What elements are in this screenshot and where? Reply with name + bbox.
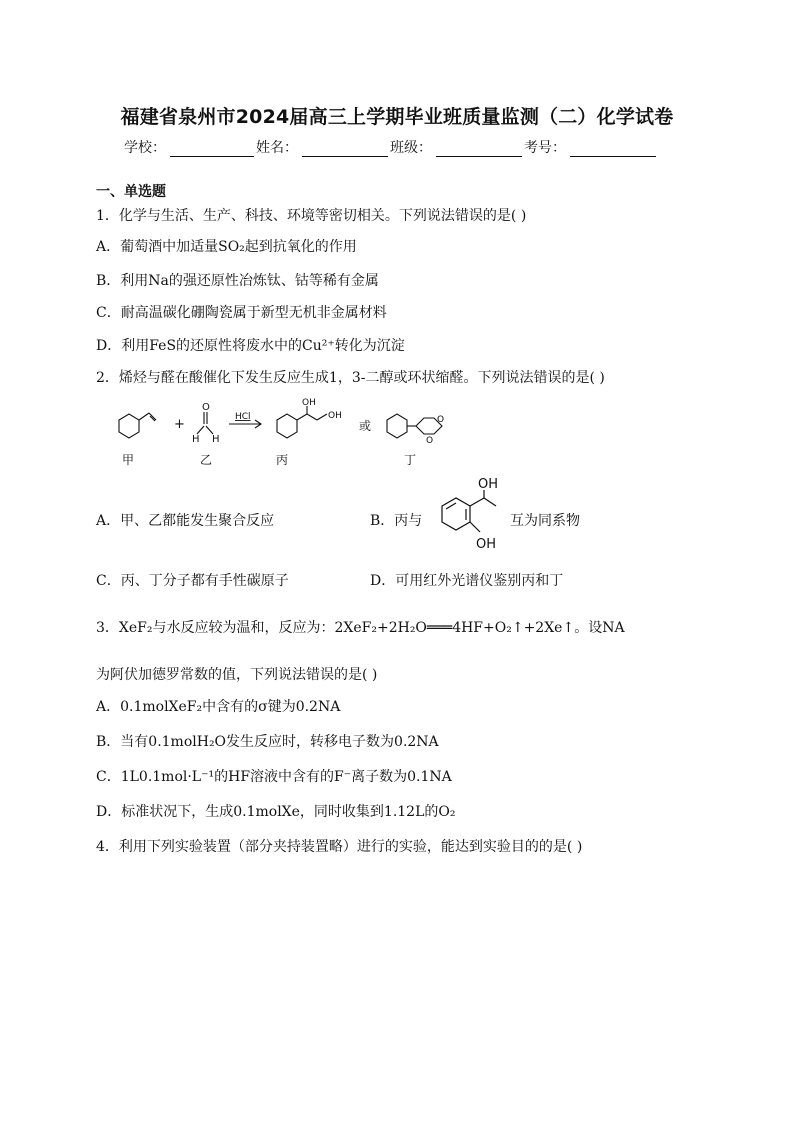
benzene-ring-bing bbox=[277, 414, 297, 438]
q1-option-b: B．利用Na的强还原性冶炼钛、钴等稀有金属 bbox=[96, 273, 379, 289]
q2-option-a: A．甲、乙都能发生聚合反应 bbox=[96, 513, 275, 529]
ding-o1: O bbox=[437, 415, 445, 425]
q2-option-b-prefix: B．丙与 bbox=[370, 513, 423, 529]
school-label: 学校： bbox=[124, 140, 166, 156]
exam-number-label: 考号： bbox=[524, 140, 566, 156]
name-blank bbox=[302, 142, 388, 157]
q2-option-d: D．可用红外光谱仪鉴别丙和丁 bbox=[370, 573, 564, 589]
q3-option-a: A．0.1molXeF₂中含有的σ键为0.2NA bbox=[96, 699, 341, 715]
q1-option-d: D．利用FeS的还原性将废水中的Cu²⁺转化为沉淀 bbox=[96, 338, 405, 354]
benzene-ring-jia bbox=[119, 414, 139, 438]
label-jia: 甲 bbox=[122, 453, 135, 467]
q2-reaction-scheme bbox=[104, 398, 484, 478]
q3-option-c: C．1L0.1mol·L⁻¹的HF溶液中含有的F⁻离子数为0.1NA bbox=[96, 769, 452, 785]
benzene-ring-ding bbox=[387, 414, 407, 438]
formaldehyde-o: O bbox=[202, 402, 210, 413]
q3-stem-line2: 为阿伏加德罗常数的值，下列说法错误的是( ) bbox=[96, 667, 378, 683]
oh-bottom: OH bbox=[476, 537, 497, 552]
bing-oh1: OH bbox=[302, 398, 316, 408]
reagent-hcl: HCl bbox=[235, 412, 251, 422]
section-heading: 一、单选题 bbox=[96, 184, 166, 200]
q3-stem-line1: 3．XeF₂与水反应较为温和，反应为：2XeF₂+2H₂O═══4HF+O₂↑+2Xe↑。设NA bbox=[96, 620, 625, 636]
formaldehyde-h1: H bbox=[192, 434, 200, 445]
formaldehyde-h2: H bbox=[212, 434, 220, 445]
school-blank bbox=[170, 142, 254, 157]
name-label: 姓名： bbox=[256, 140, 298, 156]
or-text: 或 bbox=[359, 419, 372, 433]
q3-option-d: D．标准状况下，生成0.1molXe，同时收集到1.12L的O₂ bbox=[96, 804, 456, 820]
plus-sign: + bbox=[174, 417, 185, 432]
q3-option-b: B．当有0.1molH₂O发生反应时，转移电子数为0.2NA bbox=[96, 734, 439, 750]
student-info-row bbox=[124, 137, 658, 157]
q2-stem: 2．烯烃与醛在酸催化下发生反应生成1，3-二醇或环状缩醛。下列说法错误的是( ) bbox=[96, 370, 605, 386]
page-title: 福建省泉州市2024届高三上学期毕业班质量监测（二）化学试卷 bbox=[120, 106, 674, 128]
bing-oh2: OH bbox=[328, 411, 342, 421]
class-label: 班级： bbox=[390, 140, 432, 156]
label-yi: 乙 bbox=[200, 453, 213, 467]
exam-number-blank bbox=[570, 142, 656, 157]
q2-option-b-structure bbox=[432, 476, 512, 556]
q1-option-c: C．耐高温碳化硼陶瓷属于新型无机非金属材料 bbox=[96, 305, 387, 321]
class-blank bbox=[436, 142, 522, 157]
q4-stem: 4．利用下列实验装置（部分夹持装置略）进行的实验，能达到实验目的的是( ) bbox=[96, 839, 583, 855]
q2-option-c: C．丙、丁分子都有手性碳原子 bbox=[96, 573, 289, 589]
q2-option-b-suffix: 互为同系物 bbox=[510, 513, 580, 529]
oh-top: OH bbox=[478, 477, 499, 492]
label-ding: 丁 bbox=[404, 453, 417, 467]
label-bing: 丙 bbox=[276, 453, 289, 467]
q1-stem: 1．化学与生活、生产、科技、环境等密切相关。下列说法错误的是( ) bbox=[96, 208, 527, 224]
ding-o2: O bbox=[426, 436, 434, 446]
q1-option-a: A．葡萄酒中加适量SO₂起到抗氧化的作用 bbox=[96, 239, 357, 255]
